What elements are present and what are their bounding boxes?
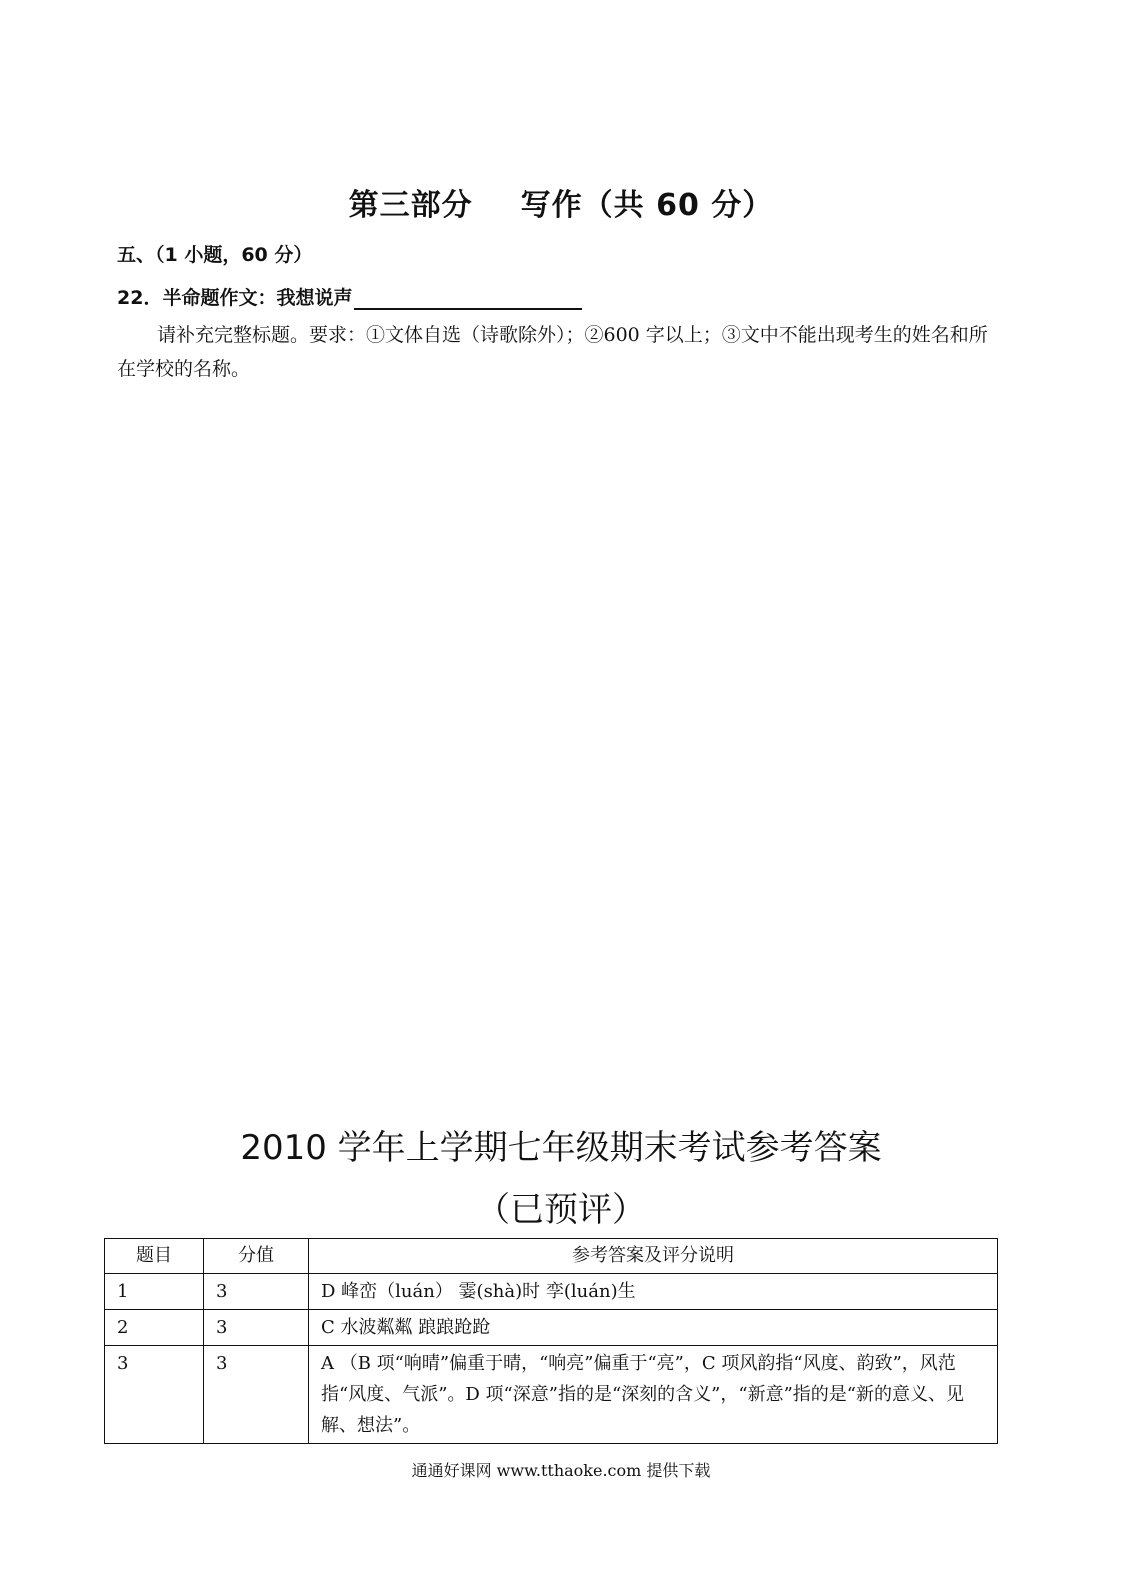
header-question: 题目 [105,1239,204,1274]
row-score: 3 [204,1346,309,1444]
row-number: 3 [105,1346,204,1444]
answer-key-subtitle: （已预评） [476,1190,646,1230]
part-heading: 五、（1 小题，60 分） [117,244,313,266]
footer-credit: 通通好课网 www.tthaoke.com 提供下载 [411,1461,711,1480]
table-row [105,1346,998,1444]
section-title-topic: 写作（共 60 分） [520,188,774,223]
row-score: 3 [204,1274,309,1310]
row-score: 3 [204,1310,309,1346]
question-label: 22．半命题作文：我想说声 [117,287,353,309]
section-title [0,180,1122,224]
section-title-part: 第三部分 [348,188,473,223]
table-row [105,1310,998,1346]
row-number: 1 [105,1274,204,1310]
question-22 [117,283,582,310]
header-score: 分值 [204,1239,309,1274]
header-answer: 参考答案及评分说明 [309,1239,998,1274]
row-number: 2 [105,1310,204,1346]
table-row [105,1274,998,1310]
row-answer: C 水波粼粼 踉踉跄跄 [309,1310,998,1346]
answer-table-header [105,1239,998,1274]
answer-table [104,1238,998,1444]
answer-key-title: 2010 学年上学期七年级期末考试参考答案 [240,1128,882,1168]
question-requirement: 请补充完整标题。要求：①文体自选（诗歌除外）；②600 字以上；③文中不能出现考生的姓名和所在学校的名称。 [117,324,988,380]
title-blank-line [354,288,582,310]
row-answer: A （B 项“响晴”偏重于晴，“响亮”偏重于“亮”，C 项风韵指“风度、韵致”，风范指“风度、气派”。D 项“深意”指的是“深刻的含义”，“新意”指的是“新的意义、见解、想法”。 [309,1346,998,1444]
row-answer: D 峰峦（luán） 霎(shà)时 孪(luán)生 [309,1274,998,1310]
